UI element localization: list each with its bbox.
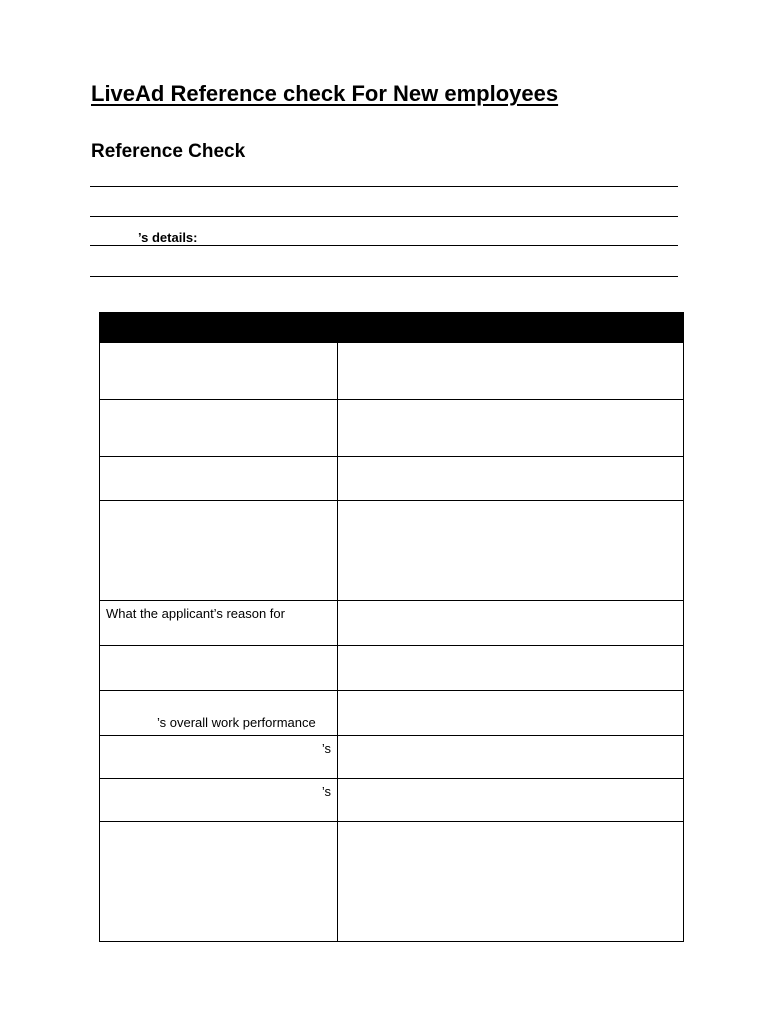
row-label-cell <box>100 822 338 942</box>
row-answer-cell[interactable] <box>338 736 684 779</box>
row-answer-cell[interactable] <box>338 601 684 646</box>
row-answer-cell[interactable] <box>338 343 684 400</box>
row-label-cell <box>100 400 338 457</box>
row-answer-cell[interactable] <box>338 400 684 457</box>
table-row <box>100 457 684 501</box>
form-line-4[interactable] <box>90 276 678 277</box>
row-label-cell: ’s overall work performance <box>100 691 338 736</box>
form-line-2[interactable] <box>90 216 678 217</box>
row-answer-cell[interactable] <box>338 822 684 942</box>
table-row <box>100 822 684 942</box>
row-label-cell <box>100 457 338 501</box>
reference-table <box>99 312 684 942</box>
table-row <box>100 501 684 601</box>
row-label-cell: What the applicant’s reason for <box>100 601 338 646</box>
row-label-cell <box>100 343 338 400</box>
table-row <box>100 736 684 779</box>
section-title: Reference Check <box>91 141 246 162</box>
row-answer-cell[interactable] <box>338 646 684 691</box>
table-row <box>100 343 684 400</box>
row-label-cell <box>100 501 338 601</box>
table-row <box>100 400 684 457</box>
row-answer-cell[interactable] <box>338 691 684 736</box>
row-label-cell: ’s <box>100 736 338 779</box>
table-row <box>100 646 684 691</box>
table-header-row <box>100 313 684 343</box>
row-answer-cell[interactable] <box>338 779 684 822</box>
details-label: ’s details: <box>138 230 198 245</box>
row-answer-cell[interactable] <box>338 457 684 501</box>
header-cell-left <box>100 313 338 343</box>
row-label-cell <box>100 646 338 691</box>
row-label-cell: ’s <box>100 779 338 822</box>
document-title: LiveAd Reference check For New employees <box>91 81 559 106</box>
table-row <box>100 779 684 822</box>
form-line-3[interactable] <box>90 245 678 246</box>
header-cell-right <box>338 313 684 343</box>
row-answer-cell[interactable] <box>338 501 684 601</box>
table-row <box>100 691 684 736</box>
table-row <box>100 601 684 646</box>
form-line-1[interactable] <box>90 186 678 187</box>
